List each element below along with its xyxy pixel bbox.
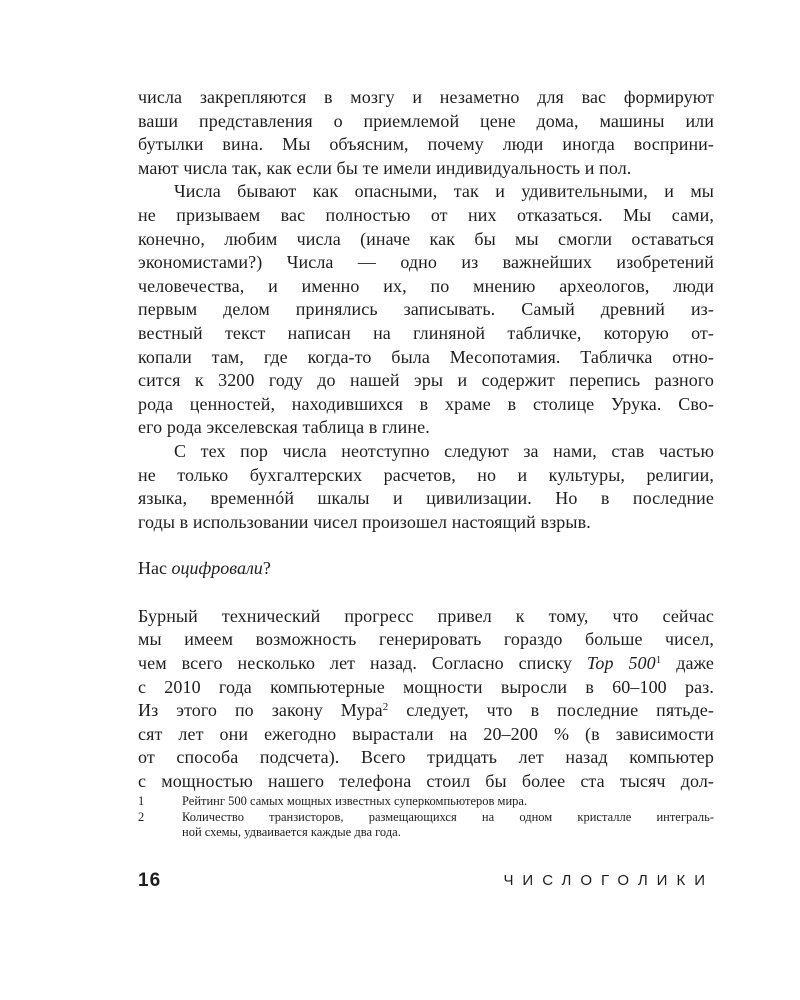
text-line: числа закрепляются в мозгу и незаметно для вас формируют (138, 87, 714, 107)
footnote-1 (138, 794, 714, 810)
footnote-text (182, 794, 714, 810)
text-fragment: даже (661, 653, 715, 674)
section-heading-prefix: Нас (138, 558, 172, 579)
text-line: ваши представления о приемлемой цене дома, машины или (138, 110, 714, 131)
text-line: не призываем вас полностью от них отказаться. Мы сами, (138, 204, 714, 225)
footnote-ref-1[interactable]: 1 (655, 654, 662, 667)
footnote-text (182, 810, 714, 841)
paragraph-4 (138, 605, 714, 794)
footnote-line: Количество транзисторов, размещающихся на одном кристалле интеграль- (182, 809, 714, 824)
running-head: ЧИСЛОГОЛИКИ (503, 872, 714, 889)
page-body (138, 86, 714, 794)
text-line: сят лет они ежегодно вырастали на 20–200 % (в зависимости (138, 723, 714, 744)
text-line: не только бухгалтерских расчетов, но и культуры, религии, (138, 464, 714, 485)
footnote-ref-2[interactable]: 2 (382, 701, 389, 714)
footnotes (138, 794, 714, 841)
text-line: первым делом принялись записывать. Самый древний из- (138, 299, 714, 320)
text-line: рода ценностей, находившихся в храме в столице Урука. Сво- (138, 393, 714, 414)
text-line: годы в использовании чисел произошел настоящий взрыв. (138, 511, 591, 532)
footnote-2 (138, 810, 714, 841)
text-line: мы имеем возможность генерировать гораздо больше чисел, (138, 629, 714, 650)
footnote-number: 1 (138, 794, 145, 808)
text-line: Числа бывают как опасными, так и удивительными, и мы (174, 181, 714, 202)
text-fragment: Из этого по закону Мура (138, 700, 383, 721)
paragraph-1 (138, 86, 714, 180)
text-line-with-footnote-1 (138, 652, 714, 676)
text-line: вестный текст написан на глиняной табличке, которую от- (138, 322, 714, 343)
text-line: сится к 3200 году до нашей эры и содержит перепись разного (138, 370, 714, 391)
section-heading-emphasis: оцифровали (171, 558, 263, 579)
text-line-with-footnote-2 (138, 699, 714, 723)
footnote-number: 2 (138, 809, 145, 824)
section-heading-suffix: ? (262, 558, 271, 579)
text-line: бутылки вина. Мы объясним, почему люди иногда восприни- (138, 134, 714, 155)
text-line: его рода экселевская таблица в глине. (138, 417, 430, 438)
footnote-line: Рейтинг 500 самых мощных известных суперкомпьютеров мира. (182, 794, 528, 808)
page-number: 16 (138, 870, 162, 891)
text-line: экономистами?) Числа — одно из важнейших изобретений (138, 252, 714, 273)
section-heading (138, 557, 714, 581)
footnote-line: ной схемы, удваивается каждые два года. (182, 825, 401, 839)
paragraph-2 (138, 180, 714, 440)
text-line: с мощностью нашего телефона стоил бы более ста тысяч дол- (138, 771, 714, 792)
text-fragment: следует, что в последние пятьде- (388, 700, 714, 721)
text-line: от способа подсчета). Всего тридцать лет назад компьютер (138, 747, 714, 768)
text-line: Бурный технический прогресс привел к тому, что сейчас (138, 605, 714, 626)
text-line: языка, временнóй шкалы и цивилизации. Но в последние (138, 488, 714, 509)
text-line: С тех пор числа неотступно следуют за нами, став частью (174, 440, 714, 461)
top500-italic: Top 500 (586, 653, 656, 674)
text-line: мают числа так, как если бы те имели индивидуальность и пол. (138, 157, 632, 178)
paragraph-3 (138, 440, 714, 534)
text-line: конечно, любим числа (иначе как бы мы смогли оставаться (138, 228, 714, 249)
text-line: человечества, и именно их, по мнению археологов, люди (138, 275, 714, 296)
text-fragment: чем всего несколько лет назад. Согласно списку (138, 653, 587, 674)
text-line: копали там, где когда-то была Месопотамия. Табличка отно- (138, 346, 714, 367)
text-line: с 2010 года компьютерные мощности выросли в 60–100 раз. (138, 676, 714, 697)
